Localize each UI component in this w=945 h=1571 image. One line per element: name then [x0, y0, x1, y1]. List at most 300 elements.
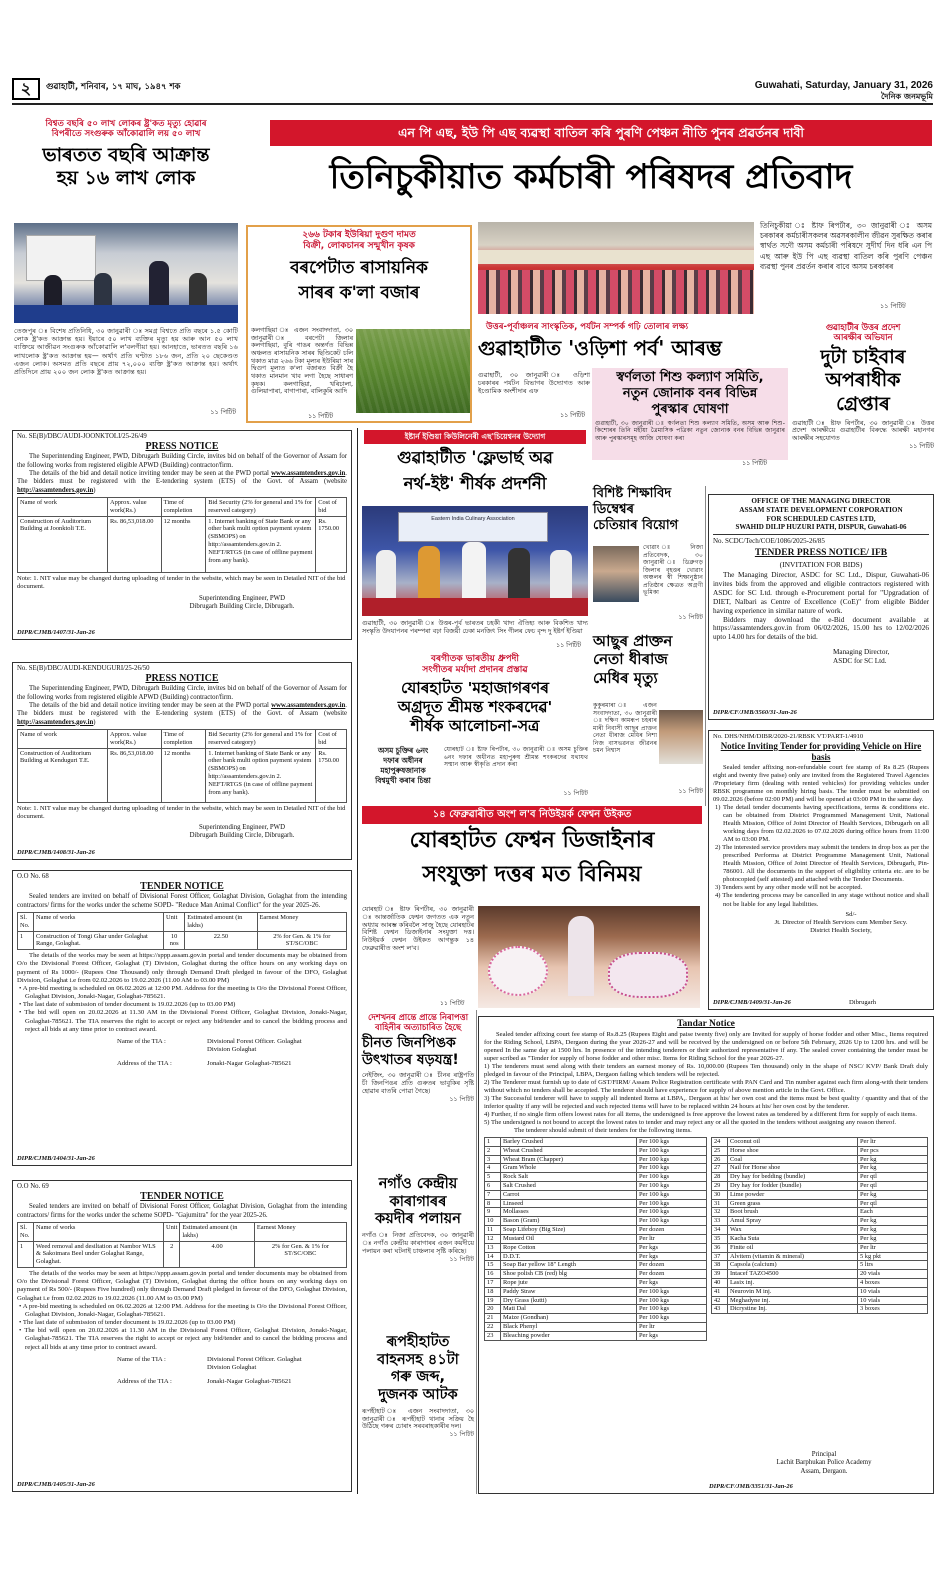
item-name: Dicrystine Inj.	[727, 1305, 857, 1314]
item-unit: Per kg	[858, 1234, 928, 1243]
arrest-body: গুৱাহাটী ঃ ষ্টাফ ৰিপৰ্টাৰ, ৩০ জানুৱাৰী ঃ উত্তৰ প্ৰদেশ আৰক্ষীয়ে গুৱাহাটীৰ বিৰুদ্ধে আৰক্ষী মহানগৰ আৰক্ষীৰ সহযোগত	[792, 419, 934, 443]
tender-item-row	[485, 1173, 707, 1182]
item-number: 42	[711, 1296, 727, 1305]
culinary-body: গুৱাহাটী, ৩০ জানুৱাৰী ঃ উত্তৰ-পূৰ্ব ভাৰতৰ চহকী খাদ্য ঐতিহ্য আৰু বিকশিত খাদ্য সংস্কৃতি উদযাপনৰ পৰম্পৰা বঢ়া বিজয়ী ঢেকা মনজিৎ সিং গীলৰ ফেচ বৃন্দ দু ইষ্টৰ্ণ ইণ্ডিয়া	[362, 619, 588, 635]
obit1-headline-3: চেতিয়াৰ বিয়োগ	[593, 517, 679, 533]
arrest-headline-2: অপৰাধীক	[825, 369, 901, 392]
forest2-sig: Name of the TIA : Divisional Forest Officer. Golaghat Division Golaghat Address of the TIA : Jonaki-Nagar Golaghat-785621	[117, 1355, 302, 1386]
item-number: 8	[485, 1199, 501, 1208]
item-name: Rock Salt	[501, 1173, 637, 1182]
item-name: Linseed	[501, 1199, 637, 1208]
nhm-item-2: 2) The interested service providers may submit the tenders in drop box as per the prescribed Performa at District Programme Management Unit, National Health Mission, Office of Joint Director of Health Services, Dibrugarh, Pin- 786001. All the documents in the support of eligibility criteria etc. are to be photocopied (self attested) and attached with the Tender Documents.	[715, 844, 929, 884]
tender-item-row	[711, 1296, 927, 1305]
pwd2-table: Name of work Approx. value work(Rs.) Time of completion Bid Security (2% for general and 1% for reserved category) Cost of bid Construction of Auditorium Building at Kenduguri T.E. Rs. 86,53,018.00 12 months 1. Internet banking of State Bank or any other bank multi option payment system (SBMOPS) on http://assamtenders.gov.in 2. NEFT/RTGS (in case of offline payment from any bank). Rs. 1750.00	[17, 729, 347, 803]
item-unit: Per 100 kgs	[636, 1182, 706, 1191]
forest1-bullet-1: • A pre-bid meeting is scheduled on 06.02.2026 at 12:00 PM. Address for the meeting is O/o the Divisional Forest Officer, Golaghat Division, Jonaki-Nagar, Golaghat-785621.	[19, 984, 347, 1001]
sankar-side: অসম চুক্তিৰ ৬নং দফাৰ অধীনৰ মহাপুৰুষজানাক বিশ্বমুখী কৰাৰ চিন্তা	[375, 746, 431, 785]
item-unit: Per 100 kgs	[636, 1296, 706, 1305]
tender-item-row	[485, 1146, 707, 1155]
header-date-assamese: গুৱাহাটী, শনিবাৰ, ১৭ মাঘ, ১৯৪৭ শক	[46, 82, 181, 92]
pwd2-p1: The Superintending Engineer, PWD, Dibrugarh Building Circle, invites bid on behalf of the Governor of Assam for the following works from registered eligible APWD (Building) contractor/firm.	[17, 685, 347, 701]
stroke-kicker-2: বিপৰীতে সংগুৰুক আঁকোৱালি লয় ৫০ লাখ	[51, 129, 201, 140]
pwd1-table: Name of work Approx. value work(Rs.) Time of completion Bid Security (2% for general and 1% for reserved category) Cost of bid Construction of Auditorium Building at Joonktoli T.E. Rs. 86,53,018.00 12 months 1. Internet banking of State Bank or any other bank multi option payment system (SBMOPS) on http://assamtenders.gov.in 2. NEFT/RTGS (in case of offline payment from any bank). Rs. 1750.00	[17, 497, 347, 573]
nhm-ref: No. DHS/NHM/DIBR/2020-21/RBSK VT/PART-1/4910	[713, 733, 864, 740]
police-c5: 5) The undersigned is not bound to accept the lowest rates to tender and may reject any or all the quoted in the tenders without assigning any reason thereof.	[484, 1118, 897, 1126]
pwd2-p2: The details of the bid and detail notice inviting tender may be seen at the PWD portal www.assamtenders.gov.in. The bidders must be registered with the E-tendering system (ETS) of the Govt. of Assam (website http://assamtenders.gov.in)	[17, 702, 347, 726]
pwd1-ref: No. SE(B)/DBC/AUDI-JOONKTOLI/25-26/49	[17, 433, 147, 440]
cattle-story	[362, 1334, 474, 1494]
urea-kicker-1: ২৬৬ টকাৰ ইউৰিয়া দুগুণ দামত	[302, 230, 416, 240]
jail-body: নগাঁও ঃ নিজা প্ৰতিবেদক, ৩০ জানুৱাৰী ঃ নগাঁও কেন্দ্ৰীয় কাৰাগাৰৰ এজন কয়দীয়ে পলায়ন কৰা ঘটনাই চাঞ্চল্যৰ সৃষ্টি কৰিছে।	[362, 1231, 474, 1255]
item-number: 19	[485, 1296, 501, 1305]
obit1-portrait	[593, 546, 639, 602]
forest1-p1: Sealed tenders are invited on behalf of Divisional Forest Officer, Golaghat Division, Golaghat from the intending contractors/ firms for the works under the scheme SOPD- "Reduce Man Animal Conflict" for the year 2025-26.	[17, 893, 347, 909]
pwd2-title: PRESS NOTICE	[145, 673, 219, 685]
urea-headline-1: বৰপেটাত ৰাসায়নিক	[290, 257, 428, 278]
sankardev-story	[362, 654, 588, 800]
item-number: 33	[711, 1217, 727, 1226]
cattle-headline-1: ৰূপহীহাটত	[386, 1334, 450, 1350]
forest1-p2: The details of the works may be seen at https://sppp.assam.gov.in portal and tender documents may be obtained from O/o the Divisional Forest Officer, Golaghat (T) Division, Golaghat during the office hours on any working days on payment of Rs 1000/- (Rupees One Thousand) only through Demand Draft pledged in favour of the DFO, Golaghat Division, Golaghat i.e from 02.02.2026 to 19.02.2026 (11.00 AM to 03.00 PM)	[17, 952, 347, 984]
item-unit: Per 100 kgs	[636, 1173, 706, 1182]
nhm-body: Sealed tender affixing non-refundable court fee stamp of Rs 8.25 (Rupees eight and twenty five paise) only are invited from the Registered Travel Agencies /Proprietary firm (dealing with rented vehicles) for providing vehicles under RBSK programme on monthly hiring basis. The tender must be submitted on 09.02.2026 (before 02:00 PM) and will be opened at 03:00 PM in the same day.	[713, 763, 929, 804]
item-number: 39	[711, 1270, 727, 1279]
item-unit: Per 100 kgs	[636, 1190, 706, 1199]
china-tail: ১১ পিটিট	[449, 1095, 474, 1103]
fashion-photo	[478, 906, 700, 1008]
item-number: 37	[711, 1252, 727, 1261]
tender-item-row	[485, 1243, 707, 1252]
item-name: Meghadyne inj.	[727, 1296, 857, 1305]
cattle-tail: ১১ পিটিট	[449, 1431, 474, 1439]
nhm-item-4: 4) The tendering process may be cancelled in any stage without notice and shall not be liable for any legal liabilities.	[715, 892, 929, 908]
tender-item-row	[485, 1261, 707, 1270]
jail-headline-2: কাৰাগাৰৰ	[389, 1193, 447, 1210]
police-dipr: DIPR/CF/JMB/3351/31-Jan-26	[709, 1483, 793, 1491]
stroke-headline-2: হয় ১৬ লাখ লোক	[56, 166, 196, 189]
pwd-notice-2	[12, 662, 352, 860]
item-name: Wheat Bram (Chapper)	[501, 1155, 637, 1164]
china-headline-2: উৎখাতৰ ষড়যন্ত্ৰ!	[362, 1052, 459, 1069]
item-number: 3	[485, 1155, 501, 1164]
item-name: Boot brush	[727, 1208, 857, 1217]
swarna-headline-1: স্বৰ্ণলতা শিশু কল্যাণ সমিতি,	[616, 370, 764, 385]
item-name: Amul Spray	[727, 1217, 857, 1226]
item-name: Bleaching powder	[501, 1331, 637, 1340]
tender-item-row	[711, 1278, 927, 1287]
item-name: Mollasses	[501, 1208, 637, 1217]
item-unit: Per pcs	[858, 1146, 928, 1155]
nhm-notice	[708, 730, 934, 1010]
forest1-title: TENDER NOTICE	[140, 881, 224, 893]
china-kicker: দেশখনৰ প্ৰান্তে প্ৰান্তে নিৰাপত্তা বাহিনীৰ অত্যাচাৰিত হৈছে	[367, 1012, 469, 1033]
fashion-tail: ১১ পিটিট	[440, 1000, 465, 1007]
tender-item-row	[711, 1217, 927, 1226]
pwd2-dipr: DIPR/CJMB/1408/31-Jan-26	[17, 849, 95, 857]
forest1-dipr: DIPR/CJMB/1404/31-Jan-26	[17, 1155, 95, 1163]
obit2-headline-1: আছুৰ প্ৰাক্তন	[593, 632, 673, 650]
forest1-ref: O.O No. 68	[17, 873, 49, 880]
stroke-tail: ১১ পিটিট	[210, 408, 236, 416]
item-number: 12	[485, 1234, 501, 1243]
tender-item-row	[485, 1296, 707, 1305]
item-name: Black Phenyl	[501, 1323, 637, 1332]
tender-item-row	[485, 1199, 707, 1208]
stroke-headline-1: ভাৰতত বছৰি আক্ৰান্ত	[42, 143, 210, 166]
item-number: 9	[485, 1208, 501, 1217]
protest-photo	[478, 222, 754, 314]
item-number: 29	[711, 1182, 727, 1191]
sankar-headline-1: যোৰহাটত 'মহাজাগৰণৰ	[401, 678, 549, 697]
item-unit: Per kg	[858, 1155, 928, 1164]
forest1-sig: Name of the TIA : Divisional Forest Officer. Golaghat Division Golaghat Address of the TIA : Jonaki-Nagar Golaghat-785621	[117, 1038, 302, 1068]
pwd2-note: Note: 1. NIT value may be changed during uploading of tender in the website, which may be seen in Detailed NIT of the bid document.	[17, 804, 346, 820]
item-number: 31	[711, 1199, 727, 1208]
item-number: 35	[711, 1234, 727, 1243]
obit1-headline-1: বিশিষ্ট শিক্ষাবিদ	[593, 486, 672, 501]
item-unit: Per 100 kgs	[636, 1314, 706, 1323]
header-date-english: Guwahati, Saturday, January 31, 2026	[754, 80, 933, 91]
urea-kicker-2: বিক্ৰী, লোকচানৰ সন্মুখীন কৃষক	[303, 240, 415, 251]
obit1-tail: ১১ পিটিট	[678, 614, 703, 621]
asdc-dipr: DIPR/CF/JMB/3560/31-Jan-26	[713, 709, 797, 717]
item-unit: Per 100 kgs	[636, 1164, 706, 1173]
item-number: 17	[485, 1278, 501, 1287]
item-number: 11	[485, 1226, 501, 1235]
tender-item-row	[485, 1331, 707, 1340]
asdc-org-2: ASSAM STATE DEVELOPMENT CORPORATION	[739, 505, 903, 514]
sankar-tail: ১১ পিটিট	[563, 790, 588, 797]
china-headline-1: চীনত জিনপিঙক	[362, 1035, 456, 1052]
item-name: Kacha Suta	[727, 1234, 857, 1243]
arrest-headline-1: দুটা চাইবাৰ	[820, 346, 906, 369]
tender-item-row	[711, 1252, 927, 1261]
stroke-kicker-1: বিশ্বত বছৰি ৫০ লাখ লোকৰ ষ্ট্ৰ'কত মৃত্যু হোৱাৰ	[45, 119, 207, 129]
item-unit: Per 100 kgs	[636, 1199, 706, 1208]
header-rule	[12, 103, 933, 105]
item-name: Dry hay for bedding (bundle)	[727, 1173, 857, 1182]
tender-item-row	[485, 1305, 707, 1314]
tender-item-row	[711, 1226, 927, 1235]
tender-item-row	[711, 1234, 927, 1243]
culinary-headline-2: নৰ্থ-ইষ্ট' শীৰ্ষক প্ৰদৰ্শনী	[403, 474, 547, 493]
item-name: Wax	[727, 1226, 857, 1235]
item-unit: 20 vials	[858, 1270, 928, 1279]
sankar-kicker-2: সংগীতৰ মৰ্যাদা প্ৰদানৰ প্ৰস্তাৱ	[422, 664, 528, 675]
cattle-body: ৰূপহীহাট ঃ এজন সংবাদদাতা, ৩০ জানুৱাৰী ঃ ৰূপহীহাট থানাৰ সক্ৰিয় হৈ উঠিছে গৰুৰ চোৰাং সৰবৰাহকাৰীৰ দল।	[362, 1406, 474, 1431]
forest2-p2: The details of the works may be seen at https://sppp.assam.gov.in portal and tender documents may be obtained from O/o the Divisional Forest Officer, Golaghat (T) Division, Golaghat during the office hours on any working days on payment of Rs 500/- (Rupees Five hundred) only through Demand Draft pledged in favour of the DFO, Golaghat Division, Golaghat i.e from 02.02.2026 to 19.02.2026 (11.00 AM to 03.00 PM)	[17, 1270, 347, 1302]
item-unit: 5 kg pkt	[858, 1252, 928, 1261]
pwd2-sig-1: Superintending Engineer, PWD	[199, 823, 285, 831]
column-rule	[705, 486, 706, 806]
item-name: Rope Cotton	[501, 1243, 637, 1252]
china-story	[362, 1012, 474, 1172]
tender-item-row	[711, 1261, 927, 1270]
sankar-body: যোৰহাট ঃ ষ্টাফ ৰিপৰ্টাৰ, ৩০ জানুৱাৰী ঃ অসম চুক্তিৰ ৬নং দফাৰ অধীনত মহাপুৰুষ শ্ৰীমন্ত শংকৰদেৱ যথাযথ সম্মান আৰু স্বীকৃতি প্ৰদান কৰা	[444, 746, 588, 769]
nhm-sig-3: Dibrugarh	[849, 998, 877, 1006]
item-unit: Per kgs	[636, 1252, 706, 1261]
urea-tail: ১১ পিটিট	[308, 413, 333, 420]
item-unit: Per kg	[858, 1190, 928, 1199]
police-tender-notice	[478, 1016, 934, 1494]
tender-item-row	[711, 1137, 927, 1146]
forest2-dipr: DIPR/CJMB/1405/31-Jan-26	[17, 1481, 95, 1489]
item-name: Soap Lifeboy (Big Size)	[501, 1226, 637, 1235]
tender-item-row	[711, 1243, 927, 1252]
urea-story	[246, 225, 472, 423]
nhm-sd: Sd/-	[845, 910, 857, 918]
tender-item-row	[711, 1146, 927, 1155]
tender-item-row	[485, 1226, 707, 1235]
item-name: Gram Whole	[501, 1164, 637, 1173]
item-name: Neurovin M inj.	[727, 1287, 857, 1296]
police-sig: Principal Lachit Barphukan Police Academy Assam, Dergaon.	[776, 1451, 872, 1475]
item-number: 5	[485, 1173, 501, 1182]
cattle-headline-2: বাহনসহ ৪১টা	[377, 1351, 459, 1368]
item-unit: 4 boxes	[858, 1278, 928, 1287]
arrest-kicker: গুৱাহাটীৰ উত্তৰ প্ৰদেশ	[825, 322, 901, 332]
tender-item-row	[711, 1270, 927, 1279]
item-unit: Per 100 kgs	[636, 1217, 706, 1226]
stroke-event-photo	[14, 223, 238, 323]
item-name: Horse shoe	[727, 1146, 857, 1155]
item-unit: Per qtl	[858, 1182, 928, 1191]
asdc-sig-2: ASDC for SC Ltd.	[833, 657, 887, 666]
item-unit: Per 100 kgs	[636, 1305, 706, 1314]
item-unit: Per qtl	[858, 1173, 928, 1182]
tender-item-row	[711, 1199, 927, 1208]
item-number: 21	[485, 1314, 501, 1323]
item-name: Nail for Horse shoe	[727, 1164, 857, 1173]
item-number: 16	[485, 1270, 501, 1279]
fashion-body: যোৰহাট ঃ ষ্টাফ ৰিপৰ্টাৰ, ৩০ জানুৱাৰী ঃ আন্তৰ্জাতিক ফেশ্বন জগতত এক নতুন অধ্যায় আৰম্ভ কৰিবলৈ সাজু হৈছে যোৰহাটৰ বিশিষ্ট ফেশ্বন ডিজাইনাৰ সংযুক্তা দত্ত। নিউইয়ৰ্ক ফেশ্বন উইকত আগন্তুক ১৪ ফেব্ৰুৱাৰীত অংশ ল'ব।	[362, 905, 474, 953]
lead-body: তিনিচুকীয়া ঃ ষ্টাফ ৰিপৰ্টাৰ, ৩০ জানুৱাৰী ঃ অসম চৰকাৰৰ কৰ্মচাৰীসকলৰ অৱসৰকালীন জীৱন সুৰক্ষিত কৰাৰ স্বাৰ্থত সদৌ অসম কৰ্মচাৰী পৰিষদে সুদীৰ্ঘ দিন ধৰি এন পি এছ আৰু ইউ পি এছ ব্যৱস্থা বাতিল কৰি পুৰণি পেঞ্চন ব্যৱস্থা পুনৰ প্ৰৱৰ্তন কৰাৰ বাবে অসম চৰকাৰৰ	[760, 221, 932, 271]
fashion-headline-2: সংযুক্তা দত্তৰ মত বিনিময়	[422, 862, 642, 887]
item-name: D.D.T.	[501, 1252, 637, 1261]
jail-tail: ১১ পিটিট	[449, 1255, 474, 1263]
tender-item-row	[711, 1164, 927, 1173]
tender-item-row	[485, 1314, 707, 1323]
nhm-item-1: 1) The detail tender documents having specifications, terms & conditions etc. can be obtained from District Programmed Management Unit, National Health Mission, Office of Joint Director of Health Services, Dibrugarh on all working days from 02.02.2026 to 07.02.2026 during office hours from 11:00 AM to 03:00 PM.	[715, 804, 929, 844]
urea-field-photo	[356, 329, 470, 413]
item-unit: Per ltr	[858, 1137, 928, 1146]
police-items-right	[711, 1137, 928, 1314]
nhm-title: Notice Inviting Tender for providing Vehicle on Hire basis	[720, 741, 922, 762]
item-name: Green grass	[727, 1199, 857, 1208]
tender-item-row	[711, 1155, 927, 1164]
obit1-headline-2: ডিম্বেশ্বৰ	[593, 501, 634, 517]
nhm-dipr: DIPR/CJMB/1409/31-Jan-26	[713, 999, 791, 1007]
forest2-title: TENDER NOTICE	[140, 1191, 224, 1203]
obit2-tail: ১১ পিটিট	[678, 788, 703, 795]
item-number: 14	[485, 1252, 501, 1261]
tender-item-row	[485, 1182, 707, 1191]
item-name: Coal	[727, 1155, 857, 1164]
cattle-headline-4: দুজনক আটক	[378, 1387, 458, 1404]
item-unit: Per 100 kgs	[636, 1137, 706, 1146]
tender-item-row	[485, 1234, 707, 1243]
asdc-notice	[708, 494, 934, 720]
forest2-p1: Sealed tenders are invited on behalf of Divisional Forest Officer, Golaghat Division, Golaghat from the intending contractors/ firms for the works under the scheme SOPD- "Gajumitra" for the year 2025-26.	[17, 1203, 347, 1219]
odisha-kicker: উত্তৰ-পূৰ্বাঞ্চলৰ সাংস্কৃতিক, পৰ্যটন সম্পৰ্ক গঢ়ি তোলাৰ লক্ষ্য	[486, 322, 689, 332]
item-name: Coconut oil	[727, 1137, 857, 1146]
tender-item-row	[485, 1155, 707, 1164]
forest2-bullet-3: • The bid will open on 20.02.2026 at 11.30 AM in the Divisional Forest Officer, Golaghat Division, Jonaki-Nagar, Golaghat-785621. The TIA reserves the right to accept or reject any bid/tender and to cancel the bidding process and reject all bids at any time prior to contract award.	[19, 1327, 347, 1351]
stroke-body: তেজপুৰ ঃ বিশেষ প্ৰতিনিধি, ৩০ জানুৱাৰী ঃ সমগ্ৰ বিশ্বতে প্ৰতি বছৰে ১.৫ কোটি লোক ষ্ট্ৰ'কত আক্ৰান্ত হয়। ইয়াৰে ৫০ লাখ ব্যক্তিৰ মৃত্যু হয় আৰু আন ৫০ লাখ ব্যক্তিয়ে আজীৱন সংগুৰুক আঁকোৱালি ল'বলগীয়া হয়। আনহাতে, ভাৰতত বছৰি ১৬ লাখলোক ষ্ট্ৰ'কত আক্ৰান্ত হয়— অৰ্থাৎ প্ৰতি ঘণ্টাত ১৮৬ জন, প্ৰতি ২০ ছেকেণ্ডত এজন লোক। অসমত প্ৰতি বছৰে প্ৰায় ৭২,০০০ ব্যক্তি ষ্ট্ৰ'কত আক্ৰান্ত হয়। অৰ্থাৎ প্ৰতিদিনে প্ৰায় ২০০ জন লোক ষ্ট্ৰ'কত আক্ৰান্ত হয়।	[14, 327, 238, 376]
police-items-left	[484, 1137, 707, 1341]
arrest-kicker-2: আৰক্ষীৰ অভিযান	[833, 332, 893, 343]
jail-headline-1: নগাঁও কেন্দ্ৰীয়	[378, 1176, 458, 1192]
item-unit: Per 100 kgs	[636, 1155, 706, 1164]
odisha-body: গুৱাহাটী, ৩০ জানুৱাৰী ঃ ওড়িশা চৰকাৰৰ পৰ্যটন বিভাগৰ উদ্যোগত আৰু ইণ্ডোমিক অংশীদাৰ এফ	[478, 371, 590, 395]
police-p1: Sealed tender affixing court fee stamp of Rs.8.25 (Rupees Eight and paise twenty five) only are Invited for supply of horse fodder and other Misc., Items required for the Riding School, LBPA, Dergaon during the year 2026-27 and will be received by the undersigned on or before 5th February, 2026 Up to 1200 hrs. and will be opened In the same day at 1500 hrs. In presence of the intending tenderers or their authorized representative if any. The sealed cover containing the tender must be super scribed as "Tender for supply of horse fodder and other misc. Items for Riding School for the year 2026-27.	[484, 1030, 928, 1062]
item-name: Salt Crushed	[501, 1182, 637, 1191]
tender-item-row	[485, 1137, 707, 1146]
forest2-bullet-1: • A pre-bid meeting is scheduled on 06.02.2026 at 12:00 PM. Address for the meeting is O/o the Divisional Forest Officer, Golaghat Division, Jonaki-Nagar, Golaghat-785621.	[19, 1302, 347, 1318]
tender-item-row	[485, 1278, 707, 1287]
item-unit: Per ltr	[858, 1243, 928, 1252]
jail-story	[362, 1176, 474, 1324]
item-unit: Per dozen	[636, 1226, 706, 1235]
tender-item-row	[711, 1182, 927, 1191]
column-rule	[476, 1010, 477, 1494]
obit2-headline-2: নেতা ধীৰাজ	[593, 650, 668, 669]
tender-item-row	[711, 1190, 927, 1199]
item-number: 28	[711, 1173, 727, 1182]
asdc-title: TENDER PRESS NOTICE/ IFB	[754, 548, 888, 559]
item-unit: Per kgs	[636, 1243, 706, 1252]
forest-notice-2	[12, 1180, 352, 1492]
sankar-headline-3: শীৰ্ষক আলোচনা-সত্ৰ	[410, 716, 540, 735]
police-c6: The tenderer should submit of their tenders for the following items.	[514, 1126, 692, 1134]
item-name: Dry hay for fodder (bundle)	[727, 1182, 857, 1191]
item-number: 32	[711, 1208, 727, 1217]
item-unit: Per 100 kgs	[636, 1208, 706, 1217]
page-number-badge: ২	[12, 78, 40, 100]
culinary-headline-1: গুৱাহাটীত 'ফ্লেভাৰ্ছ অৱ	[397, 448, 553, 467]
odisha-headline: গুৱাহাটীত 'ওড়িশা পৰ্ব' আৰম্ভ	[478, 336, 722, 360]
pwd2-ref: No. SE(B)/DBC/AUDI-KENDUGURI/25-26/50	[17, 665, 150, 672]
fashion-kicker: ১৪ ফেব্ৰুৱাৰীত অংশ ল'ব নিউইয়ৰ্ক ফেশ্বন উইকত	[362, 806, 702, 824]
item-unit: Per kg	[858, 1217, 928, 1226]
forest2-table: Sl. No. Name of works Unit Estimated amount (in lakhs) Earnest Money 1 Weed removal and desiltation at Nambor WLS & Sakoimara Beel under Golaghat Range, Golaghat. 2 4.00 2% for Gen. & 1% for ST/SC/OBC	[17, 1222, 347, 1268]
item-number: 23	[485, 1331, 501, 1340]
item-number: 41	[711, 1287, 727, 1296]
item-unit: Each	[858, 1208, 928, 1217]
item-unit: Per dozen	[636, 1261, 706, 1270]
sankar-kicker-1: বৰগীতক ভাৰতীয় ধ্ৰুপদী	[431, 654, 519, 664]
obit1-body: খোৱাং ঃ নিজা প্ৰতিবেদক, ৩০ জানুৱাৰী ঃ ডিব্ৰুগড় জিলাৰ বৃহত্তৰ খোৱাং অঞ্চলৰ স্বী শিক্ষানুষ্ঠান প্ৰতিষ্ঠাৰ ক্ষেত্ৰত অগ্ৰণী ভূমিকা	[643, 544, 703, 597]
swarna-body: গুৱাহাটী, ৩০ জানুৱাৰী ঃ স্বৰ্ণলতা শিশু কল্যাণ সমিতি, অসম আৰু শিশু-কিশোৰৰ তিনি মহীয়া ত্ৰৈমাসিক পত্ৰিকা নতুন জোনাক বনৰ বিভিন্ন জানুৱাৰ আৰু পুৰস্কাৰসমূহ আজি ঘোষণা কৰা	[595, 419, 785, 442]
item-number: 27	[711, 1164, 727, 1173]
tender-item-row	[485, 1164, 707, 1173]
nhm-sig-2: District Health Society,	[810, 926, 872, 934]
swarna-headline-2: নতুন জোনাক বনৰ বিভিন্ন	[622, 385, 758, 401]
item-number: 25	[711, 1146, 727, 1155]
item-name: Lime powder	[727, 1190, 857, 1199]
pwd1-sig-2: Dibrugarh Building Circle, Dibrugarh.	[189, 602, 295, 610]
educationist-obit	[593, 486, 703, 621]
tender-item-row	[485, 1190, 707, 1199]
item-name: Shoe polish CB (red) blg	[501, 1270, 637, 1279]
forest1-bullet-2: • The last date of submission of tender document is 19.02.2026 (up to 03.00 PM)	[19, 1001, 236, 1009]
item-unit: Per dozen	[636, 1270, 706, 1279]
swarna-headline-3: পুৰস্কাৰ ঘোষণা	[651, 401, 729, 417]
item-name: Rope jute	[501, 1278, 637, 1287]
tender-item-row	[485, 1323, 707, 1332]
tender-item-row	[485, 1287, 707, 1296]
obit2-portrait	[659, 710, 703, 764]
item-name: Wheat Crushed	[501, 1146, 637, 1155]
item-name: Alvitem (vitamin & mineral)	[727, 1252, 857, 1261]
item-unit: 10 vials	[858, 1296, 928, 1305]
arrest-story	[792, 322, 934, 482]
item-unit: Per 100 kgs	[636, 1287, 706, 1296]
culinary-photo-caption: Eastern India Culinary Association	[431, 516, 515, 522]
masthead	[12, 78, 933, 102]
stroke-story	[12, 119, 240, 419]
jail-headline-3: কয়দীৰ পলায়ন	[375, 1211, 461, 1228]
culinary-tail: ১১ পিটিট	[556, 642, 581, 649]
item-unit: 5 ltrs	[858, 1261, 928, 1270]
item-number: 34	[711, 1226, 727, 1235]
item-name: Carrot	[501, 1190, 637, 1199]
pwd2-sig-2: Dibrugarh Building Circle, Dibrugarh.	[189, 831, 295, 839]
forest-notice-1	[12, 870, 352, 1166]
tender-item-row	[711, 1305, 927, 1314]
item-unit: Per kgs	[636, 1278, 706, 1287]
police-c4: 4) Further, if no single firm offers lowest rates for all items, the undersigned is free approve the lowest rates as tendered by a different firm for supply of each items.	[484, 1110, 917, 1118]
item-number: 1	[485, 1137, 501, 1146]
item-name: Dry Grass (kutti)	[501, 1296, 637, 1305]
asdc-ref: No. SCDC/Tech/COE/1086/2025-26/85	[713, 536, 825, 545]
odisha-tail: ১১ পিটিট	[560, 412, 585, 419]
item-number: 6	[485, 1182, 501, 1191]
item-unit: Per kgs	[636, 1331, 706, 1340]
item-unit: 10 vials	[858, 1287, 928, 1296]
police-c3: 3) The Successful tenderer will have to supply all indented Items at LBPA,. Dergaon at his/ her own cost and the items must be best quality / quantity and that of the inferior quality if any will be rejected and such rejected items will have to be replaced within 24 hours at his/ her own cost by the tenderer.	[484, 1094, 928, 1110]
column-rule	[357, 428, 358, 1494]
asdc-org-3: FOR SCHEDULED CASTES LTD,	[766, 514, 876, 523]
item-unit: 3 boxes	[858, 1305, 928, 1314]
item-unit: Per ltr	[636, 1234, 706, 1243]
tender-item-row	[485, 1208, 707, 1217]
lead-banner: এন পি এছ, ইউ পি এছ ব্যৱস্থা বাতিল কৰি পুৰণি পেঞ্চন নীতি পুনৰ প্ৰৱৰ্তনৰ দাবী	[270, 120, 932, 146]
nhm-sig-1: Jt. Director of Health Services cum Member Secy.	[774, 918, 908, 926]
item-name: Mati Dal	[501, 1305, 637, 1314]
police-title: Tandar Notice	[677, 1019, 735, 1029]
tender-item-row	[485, 1217, 707, 1226]
asdc-subtitle: (INVITATION FOR BIDS)	[779, 559, 863, 569]
item-number: 2	[485, 1146, 501, 1155]
fashion-headline-1: যোৰহাটত ফেশ্বন ডিজাইনাৰ	[409, 828, 655, 853]
forest2-ref: O.O No. 69	[17, 1183, 49, 1190]
swarnalata-story	[592, 368, 788, 460]
leader-obit	[593, 632, 703, 802]
sankar-headline-2: অগ্ৰদূত শ্ৰীমন্ত শংকৰদেৱ'	[397, 697, 553, 716]
header-paper-name: দৈনিক জনমভূমি	[881, 92, 933, 101]
tender-item-row	[485, 1252, 707, 1261]
forest1-bullet-3: • The bid will open on 20.02.2026 at 11.30 AM in the Divisional Forest Officer, Golaghat Division, Jonaki-Nagar, Golaghat-785621. The TIA reserves the right to accept or reject any bid/tender and to cancel the bidding process and reject all bids at any time prior to contract award.	[19, 1009, 347, 1033]
obit2-body: কুকুৰমাৰা ঃ এজন সংবাদদাতা, ৩০ জানুৱাৰী ঃ দক্ষিণ কামৰূপ চহৰাৰ মাৰী নিবাসী আছুৰ প্ৰাক্তন নেতা ধীৰাজ মেধিৰ নিশা নিজ বাসভৱনত জীৱনৰ চমন নিশ্বাস	[593, 702, 657, 755]
item-number: 40	[711, 1278, 727, 1287]
item-name: Mustard Oil	[501, 1234, 637, 1243]
item-number: 30	[711, 1190, 727, 1199]
lead-headline: তিনিচুকীয়াত কৰ্মচাৰী পৰিষদৰ প্ৰতিবাদ	[329, 157, 853, 197]
pwd1-sig-1: Superintending Engineer, PWD	[199, 594, 285, 602]
item-unit: Per qtl	[858, 1199, 928, 1208]
police-c2: 2) The Tenderer must furnish up to date of GST/FIRM/ Assam Police Registration certificate with PAN Card and Tin number against each firm along-with their tenders without which no tenders shall be accepted. The tenderer should have experience for supply of above mention article in the Govt. Office.	[484, 1078, 928, 1094]
